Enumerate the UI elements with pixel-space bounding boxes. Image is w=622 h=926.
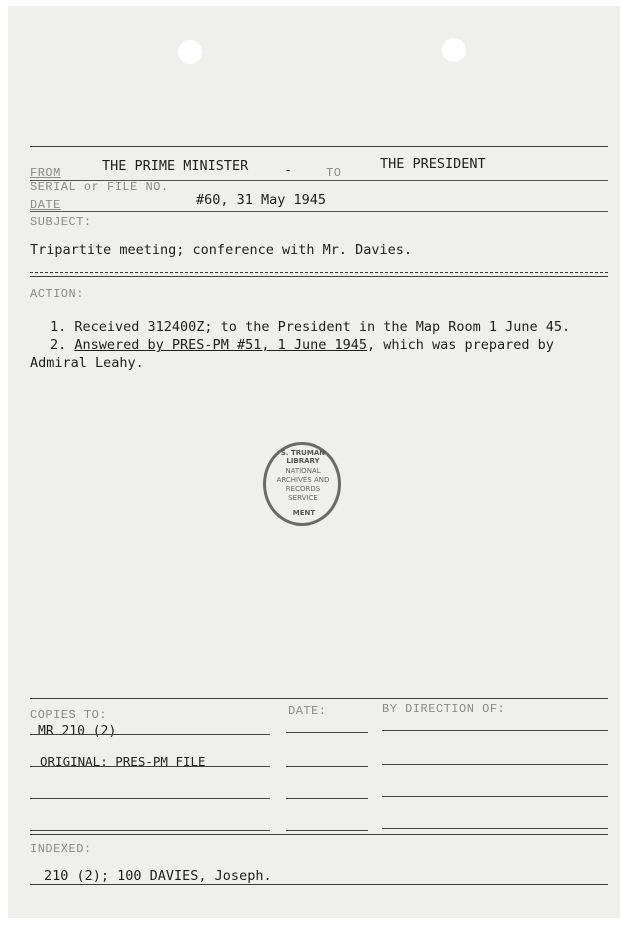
copies-label: COPIES TO: bbox=[30, 708, 108, 722]
action-line-2-prefix: 2. bbox=[50, 337, 75, 353]
action-line-1: 1. Received 312400Z; to the President in the Map Room 1 June 45. bbox=[50, 319, 571, 335]
copy-line-1-b bbox=[286, 732, 368, 733]
archive-stamp bbox=[263, 442, 341, 526]
copy-line-4-a bbox=[30, 830, 270, 831]
bottom-rule bbox=[30, 884, 608, 885]
original-file: ORIGINAL: PRES-PM FILE bbox=[40, 754, 206, 769]
action-line-2 bbox=[50, 337, 554, 353]
indexed-value: 210 (2); 100 DAVIES, Joseph. bbox=[44, 868, 272, 884]
stamp-line-1: NATIONAL bbox=[285, 467, 321, 475]
indexed-label: INDEXED: bbox=[30, 842, 92, 856]
copy-recipient-1: MR 210 (2) bbox=[38, 724, 117, 739]
action-line-2-suffix: , which was prepared by bbox=[367, 337, 554, 353]
subject-value: Tripartite meeting; conference with Mr. Davies. bbox=[30, 242, 413, 258]
subject-divider-2 bbox=[30, 276, 608, 277]
date-underline bbox=[30, 211, 608, 212]
copy-line-1-c bbox=[382, 730, 608, 731]
action-label: ACTION: bbox=[30, 287, 84, 301]
date-label: DATE bbox=[30, 198, 61, 212]
copies-date-label: DATE: bbox=[288, 704, 327, 718]
to-label: TO bbox=[326, 166, 342, 180]
subject-divider-1 bbox=[30, 272, 608, 273]
from-value: THE PRIME MINISTER bbox=[102, 158, 249, 174]
stamp-text bbox=[274, 467, 332, 503]
action-line-3: Admiral Leahy. bbox=[30, 355, 144, 371]
indexed-top-rule bbox=[30, 834, 608, 835]
punch-hole-left bbox=[178, 40, 202, 64]
copy-line-2-a bbox=[30, 766, 270, 767]
from-label: FROM bbox=[30, 166, 61, 180]
stamp-top-arc: S. TRUMAN LIBRARY bbox=[280, 449, 326, 465]
subject-label: SUBJECT: bbox=[30, 215, 92, 229]
serial-date-value: #60, 31 May 1945 bbox=[196, 192, 327, 208]
answered-reference: Answered by PRES-PM #51, 1 June 1945 bbox=[74, 337, 367, 353]
stamp-line-4: SERVICE bbox=[288, 494, 318, 502]
from-dash: - bbox=[284, 162, 293, 178]
copy-line-4-c bbox=[382, 828, 608, 829]
copies-top-rule bbox=[30, 698, 608, 699]
copy-line-1-a bbox=[30, 734, 270, 735]
by-direction-label: BY DIRECTION OF: bbox=[382, 702, 506, 716]
copy-line-3-c bbox=[382, 796, 608, 797]
copy-line-3-b bbox=[286, 798, 368, 799]
copy-line-3-a bbox=[30, 798, 270, 799]
top-rule bbox=[30, 146, 608, 147]
stamp-bottom-arc: MENT bbox=[292, 509, 316, 517]
copy-line-4-b bbox=[286, 830, 368, 831]
copy-line-2-c bbox=[382, 764, 608, 765]
serial-label: SERIAL or FILE NO. bbox=[30, 180, 169, 194]
copy-line-2-b bbox=[286, 766, 368, 767]
stamp-line-3: RECORDS bbox=[285, 485, 321, 493]
stamp-line-2: ARCHIVES AND bbox=[276, 476, 330, 484]
to-value: THE PRESIDENT bbox=[380, 156, 486, 172]
punch-hole-right bbox=[442, 38, 466, 62]
